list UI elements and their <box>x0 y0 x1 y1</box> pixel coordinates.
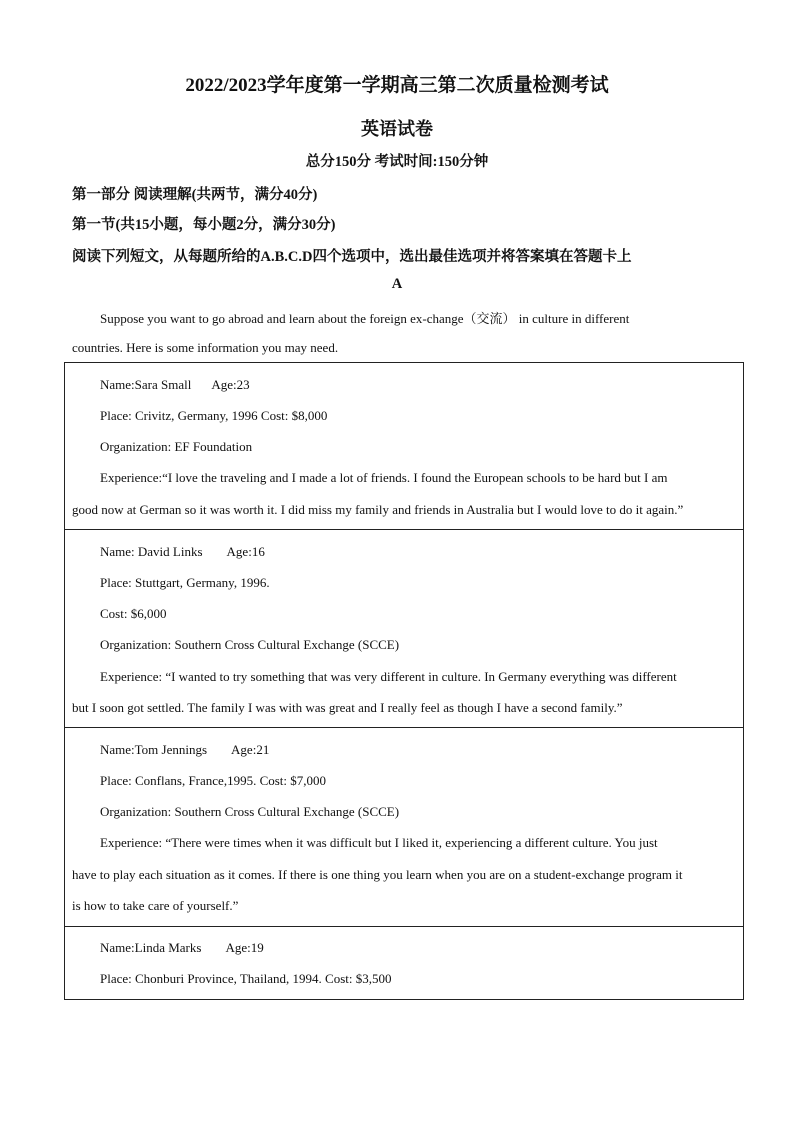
entry-experience-line-2: good now at German so it was worth it. I did miss my family and friends in Australia but I would love to do it again.” <box>72 502 684 517</box>
entry-age: Age:16 <box>226 544 265 559</box>
score-time-line: 总分150分 考试时间:150分钟 <box>305 154 489 170</box>
entry-organization: Organization: Southern Cross Cultural Exchange (SCCE) <box>100 804 400 819</box>
entry-cost: Cost: $6,000 <box>100 606 167 621</box>
part-one-heading: 第一部分 阅读理解(共两节，满分40分) <box>72 187 318 203</box>
entry-name: Name:Tom Jennings <box>100 742 208 757</box>
intro-line-1: Suppose you want to go abroad and learn about the foreign ex-change（交流） in culture in different <box>100 311 630 326</box>
entry-name: Name: David Links <box>100 544 203 559</box>
entry-name-line <box>100 544 265 560</box>
entry-place: Place: Stuttgart, Germany, 1996. <box>100 575 270 590</box>
entry-name-line <box>100 377 250 393</box>
entry-name-line <box>100 742 269 758</box>
entry-experience-line-2: but I soon got settled. The family I was with was great and I really feel as though I have a second family.” <box>72 700 623 715</box>
passage-letter: A <box>391 276 403 292</box>
entry-place: Place: Chonburi Province, Thailand, 1994. Cost: $3,500 <box>100 971 392 986</box>
entry-experience-line-1: Experience: “There were times when it was difficult but I liked it, experiencing a different culture. You just <box>100 835 658 850</box>
entry-box-david <box>64 529 744 728</box>
entry-place: Place: Crivitz, Germany, 1996 Cost: $8,000 <box>100 408 328 423</box>
entry-name: Name:Sara Small <box>100 377 192 392</box>
entry-experience-line-3: is how to take care of yourself.” <box>72 898 239 913</box>
entry-age: Age:23 <box>211 377 250 392</box>
entry-age: Age:19 <box>225 940 264 955</box>
entry-organization: Organization: EF Foundation <box>100 439 253 454</box>
section-one-heading: 第一节(共15小题，每小题2分，满分30分) <box>72 217 336 233</box>
entry-place: Place: Conflans, France,1995. Cost: $7,000 <box>100 773 327 788</box>
entry-experience-line-1: Experience:“I love the traveling and I made a lot of friends. I found the European schools to be hard but I am <box>100 470 668 485</box>
entry-organization: Organization: Southern Cross Cultural Exchange (SCCE) <box>100 637 400 652</box>
entry-box-linda <box>64 926 744 1000</box>
entry-name: Name:Linda Marks <box>100 940 202 955</box>
intro-line-2: countries. Here is some information you may need. <box>72 340 339 355</box>
entry-box-tom <box>64 727 744 927</box>
entry-name-line <box>100 940 264 956</box>
entry-box-sara <box>64 362 744 530</box>
exam-subtitle: 英语试卷 <box>361 119 433 139</box>
exam-title: 2022/2023学年度第一学期高三第二次质量检测考试 <box>185 75 609 96</box>
instructions-text: 阅读下列短文，从每题所给的A.B.C.D四个选项中，选出最佳选项并将答案填在答题卡上 <box>72 249 632 265</box>
entry-experience-line-2: have to play each situation as it comes. If there is one thing you learn when you are on a student-exchange program it <box>72 867 683 882</box>
entry-age: Age:21 <box>231 742 270 757</box>
entry-experience-line-1: Experience: “I wanted to try something that was very different in culture. In Germany everything was different <box>100 669 677 684</box>
